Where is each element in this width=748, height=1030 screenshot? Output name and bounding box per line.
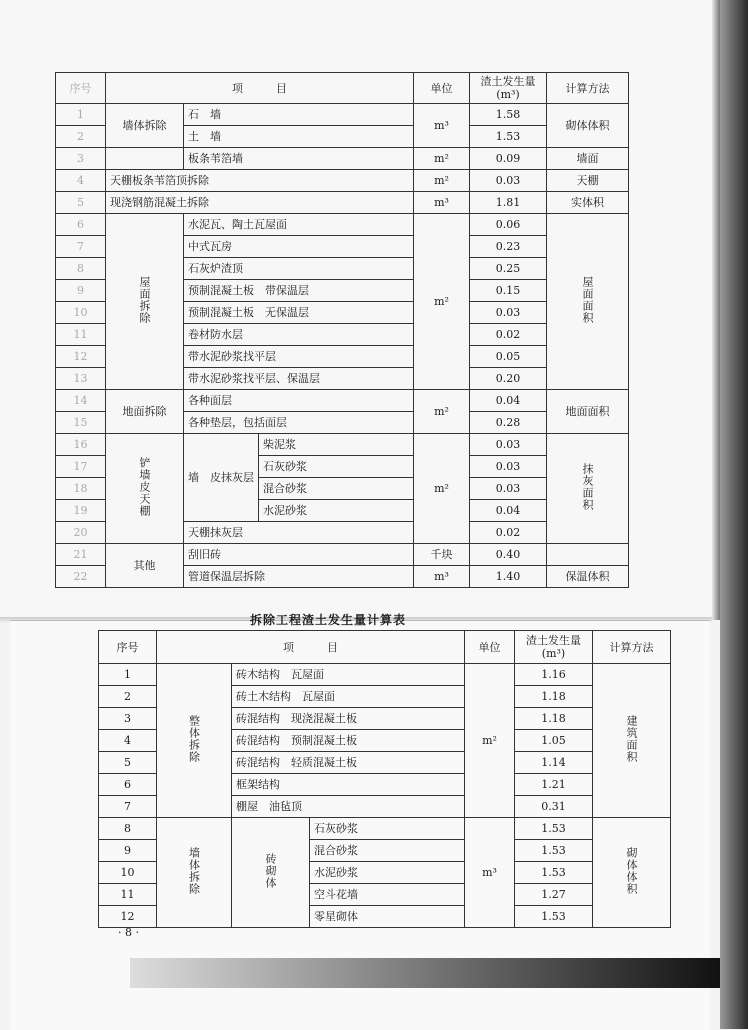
table-row: 6 框架结构 1.21 — [99, 774, 671, 796]
table-header — [99, 631, 671, 664]
header-method: 计算方法 — [547, 73, 629, 104]
header-item: 项 目 — [157, 631, 465, 664]
table-row: 9 混合砂浆 1.53 — [99, 840, 671, 862]
table-row: 3 板条苇箔墙 m² 0.09 墙面 — [56, 148, 629, 170]
scanner-edge — [720, 0, 748, 1029]
group-brick: 砖砌体 — [264, 853, 277, 889]
header-amount: 渣土发生量(m³) — [515, 631, 593, 664]
table-row: 1 墙体拆除 石 墙 m³ 1.58 砌体体积 — [56, 104, 629, 126]
table-row: 8 墙体拆除 砖砌体 石灰砂浆 m³ 1.53 砌体体积 — [99, 818, 671, 840]
table-row: 12 零星砌体 1.53 — [99, 906, 671, 928]
header-unit: 单位 — [465, 631, 515, 664]
table-row: 1 整体拆除 砖木结构 瓦屋面 m² 1.16 建筑面积 — [99, 664, 671, 686]
table-row: 4 砖混结构 预制混凝土板 1.05 — [99, 730, 671, 752]
table-row: 2 砖土木结构 瓦屋面 1.18 — [99, 686, 671, 708]
group-wall: 墙体拆除 — [106, 104, 184, 148]
table-row: 19 水泥砂浆 0.04 — [56, 500, 629, 522]
table-row: 10 水泥砂浆 1.53 — [99, 862, 671, 884]
table-row: 21 其他 刮旧砖 千块 0.40 — [56, 544, 629, 566]
table-row: 10 预制混凝土板 无保温层 0.03 — [56, 302, 629, 324]
page-number: · 8 · — [118, 926, 139, 939]
table-row: 8 石灰炉渣顶 0.25 — [56, 258, 629, 280]
table-upper — [55, 72, 629, 588]
table-row: 5 砖混结构 轻质混凝土板 1.14 — [99, 752, 671, 774]
table-row: 12 带水泥砂浆找平层 0.05 — [56, 346, 629, 368]
header-item: 项 目 — [106, 73, 414, 104]
table-row: 17 石灰砂浆 0.03 — [56, 456, 629, 478]
table-row: 4 天棚板条苇箔顶拆除 m² 0.03 天棚 — [56, 170, 629, 192]
table-row: 6 屋面拆除 水泥瓦、陶土瓦屋面 m² 0.06 屋面面积 — [56, 214, 629, 236]
table-row: 9 预制混凝土板 带保温层 0.15 — [56, 280, 629, 302]
table-row: 14 地面拆除 各种面层 m² 0.04 地面面积 — [56, 390, 629, 412]
table-title: 拆除工程渣土发生量计算表 — [250, 613, 407, 627]
scan-shadow-bottom — [130, 958, 720, 988]
page-edge-shadow — [712, 0, 720, 620]
table-row: 16 铲墙皮天棚 墙 皮抹灰层 柴泥浆 m² 0.03 抹灰面积 — [56, 434, 629, 456]
table-lower — [98, 630, 671, 928]
table-row: 3 砖混结构 现浇混凝土板 1.18 — [99, 708, 671, 730]
group-wall: 墙体拆除 — [187, 847, 201, 895]
table-row: 15 各种垫层，包括面层 0.28 — [56, 412, 629, 434]
header-method: 计算方法 — [593, 631, 671, 664]
group-roof: 屋面拆除 — [138, 276, 151, 324]
group-other: 其他 — [106, 544, 184, 588]
table-row: 22 管道保温层拆除 m³ 1.40 保温体积 — [56, 566, 629, 588]
table-row: 11 空斗花墙 1.27 — [99, 884, 671, 906]
table-header — [56, 73, 629, 104]
header-seq: 序号 — [56, 73, 106, 104]
header-amount: 渣土发生量(m³) — [470, 73, 547, 104]
table-row: 20 天棚抹灰层 0.02 — [56, 522, 629, 544]
group-whole: 整体拆除 — [187, 715, 201, 763]
group-wall-plaster: 墙 皮抹灰层 — [184, 434, 259, 522]
table-row: 5 现浇钢筋混凝土拆除 m³ 1.81 实体积 — [56, 192, 629, 214]
table-row: 7 棚屋 油毡顶 0.31 — [99, 796, 671, 818]
table-row: 18 混合砂浆 0.03 — [56, 478, 629, 500]
group-plaster: 铲墙皮天棚 — [138, 457, 151, 517]
header-unit: 单位 — [414, 73, 470, 104]
table-row: 13 带水泥砂浆找平层、保温层 0.20 — [56, 368, 629, 390]
header-seq: 序号 — [99, 631, 157, 664]
table-row: 7 中式瓦房 0.23 — [56, 236, 629, 258]
table-row: 11 卷材防水层 0.02 — [56, 324, 629, 346]
table-row: 2 土 墙 1.53 — [56, 126, 629, 148]
group-floor: 地面拆除 — [106, 390, 184, 434]
